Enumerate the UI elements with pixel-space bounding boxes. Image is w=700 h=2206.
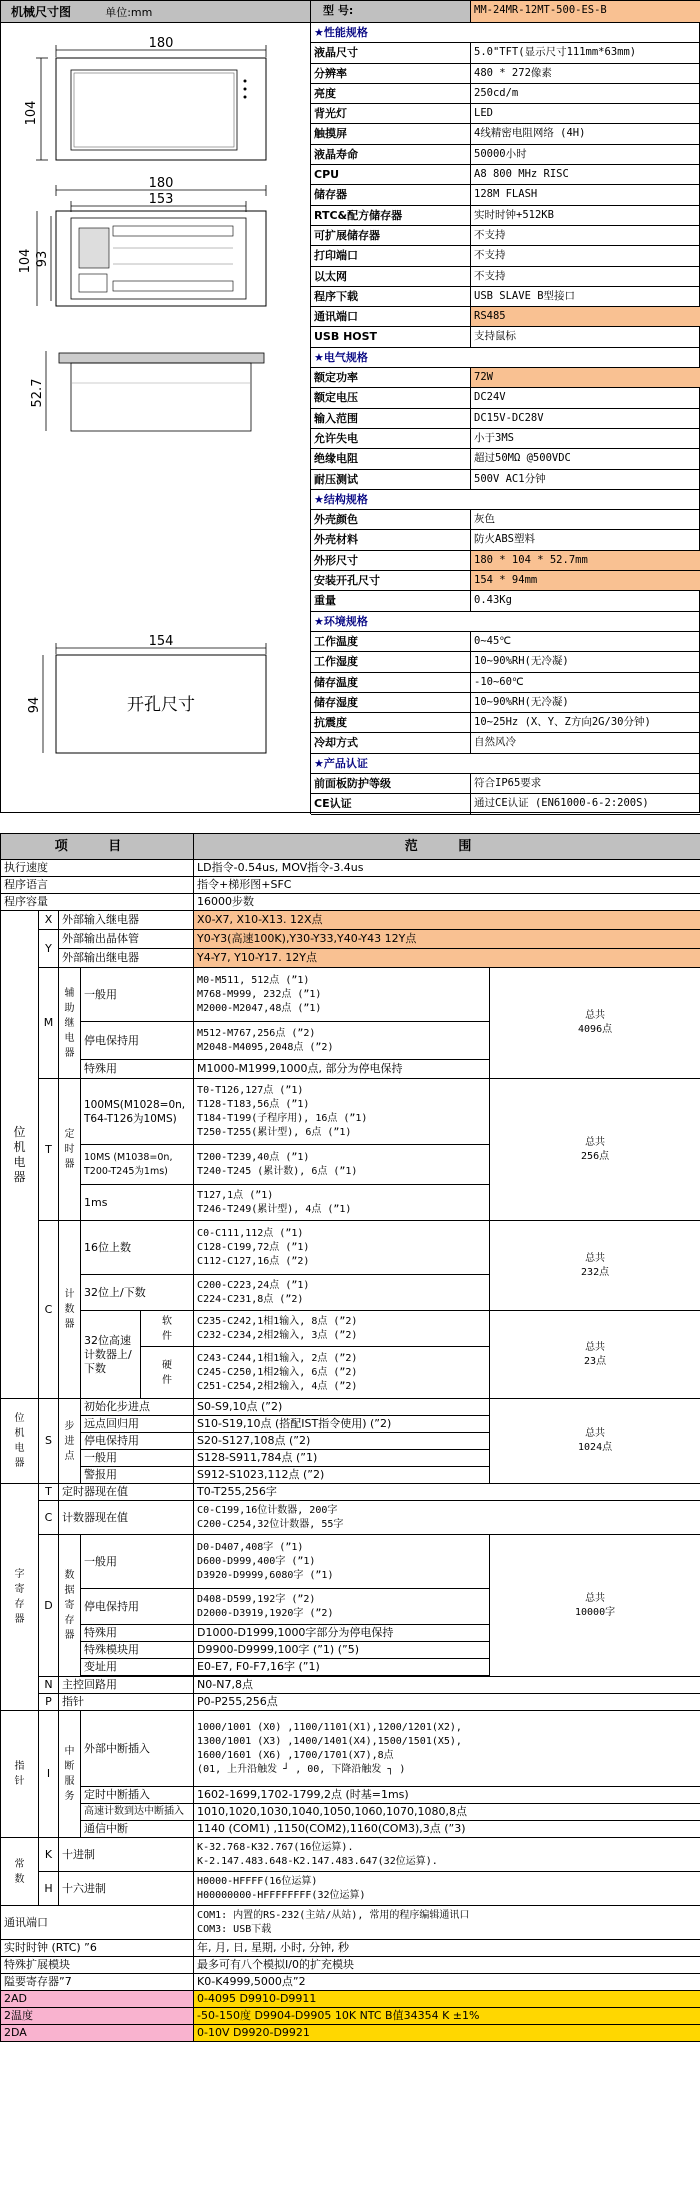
spec-key: ★产品认证 xyxy=(314,756,368,770)
spec-value: DC24V xyxy=(474,391,506,404)
front-width-label: 180 xyxy=(148,36,174,51)
spec-key: CPU xyxy=(311,165,471,184)
spec-value: RS485 xyxy=(471,307,700,326)
spec-row xyxy=(311,104,700,124)
t-10ms-desc: 10MS (M1038=0n, T200-T245为1ms) xyxy=(81,1145,194,1185)
spec-row xyxy=(311,693,700,713)
d-retentive-value: D408-D599,192字 (”2) D2000-D3919,1920字 (”2) xyxy=(194,1589,490,1625)
spec-key: 背光灯 xyxy=(311,104,471,123)
s-retentive-desc: 停电保持用 xyxy=(81,1433,194,1450)
spec-value: 不支持 xyxy=(474,228,506,241)
spec-key: 抗震度 xyxy=(311,713,471,732)
spec-row xyxy=(311,185,700,205)
spec-key: 通讯端口 xyxy=(311,307,471,326)
plc-table xyxy=(0,833,700,2206)
spec-row xyxy=(311,673,700,693)
spec-row xyxy=(311,591,700,611)
spec-key: 工作温度 xyxy=(311,632,471,651)
c-total-23: 总共 23点 xyxy=(490,1311,700,1399)
spec-row xyxy=(311,530,700,550)
spec-value: 10~90%RH(无冷凝) xyxy=(474,655,569,668)
spec-key: 绝缘电阻 xyxy=(311,449,471,468)
spec-key: RTC&配方储存器 xyxy=(311,206,471,225)
d-module-desc: 特殊模块用 xyxy=(81,1642,194,1659)
i-comm-desc: 通信中断 xyxy=(81,1821,194,1838)
latch-register-value: K0-K4999,5000点”2 xyxy=(194,1974,700,1991)
t-1ms-desc: 1ms xyxy=(81,1185,194,1221)
model-value: MM-24MR-12MT-500-ES-B xyxy=(471,1,700,22)
spec-row xyxy=(311,571,700,591)
drawing-panel xyxy=(1,1,311,814)
i-highspeed-desc: 高速计数到达中断插入 xyxy=(81,1804,194,1821)
da-value: 0-10V D9920-D9921 xyxy=(194,2025,700,2042)
d-label: D xyxy=(39,1535,59,1677)
s-retentive-value: S20-S127,108点 (”2) xyxy=(194,1433,490,1450)
s-alarm-value: S912-S1023,112点 (”2) xyxy=(194,1467,490,1484)
spec-value: 小于3MS xyxy=(474,431,514,444)
constant-label: 常 数 xyxy=(1,1838,39,1906)
m-total: 总共 4096点 xyxy=(490,968,700,1079)
back-inner-width-label: 153 xyxy=(148,192,174,207)
rtc-label: 实时时钟 (RTC) ”6 xyxy=(1,1940,194,1957)
m-general-value: M0-M511, 512点 (”1) M768-M999, 232点 (”1) M2000-M2047,48点 (”1) xyxy=(194,968,490,1022)
h-value: H0000-HFFFF(16位运算) H00000000-HFFFFFFFF(32位运算) xyxy=(194,1872,700,1906)
y-transistor-desc: 外部输出晶体管 xyxy=(59,930,194,949)
m-retentive-value: M512-M767,256点 (”2) M2048-M4095,2048点 (”2) xyxy=(194,1022,490,1060)
x-value: X0-X7, X10-X13. 12X点 xyxy=(194,911,700,930)
d-special-value: D1000-D1999,1000字部分为停电保持 xyxy=(194,1625,490,1642)
t-100ms-value: T0-T126,127点 (”1) T128-T183,56点 (”1) T184-T199(子程序用), 16点 (”1) T250-T255(累计型), 6点 (”1) xyxy=(194,1079,490,1145)
spec-value: 防火ABS塑料 xyxy=(474,533,535,546)
spec-value: 不支持 xyxy=(474,249,506,262)
m-special-desc: 特殊用 xyxy=(81,1060,194,1079)
spec-key: USB HOST xyxy=(311,327,471,346)
spec-key: 程序下载 xyxy=(311,287,471,306)
tw-desc: 定时器现在值 xyxy=(59,1484,194,1501)
p-value: P0-P255,256点 xyxy=(194,1694,700,1711)
comm-port-value: COM1: 内置的RS-232(主站/从站), 常用的程序编辑通讯口 COM3: USB下载 xyxy=(194,1906,700,1940)
spec-value: -10~60℃ xyxy=(474,675,524,688)
spec-key: 储存器 xyxy=(311,185,471,204)
spec-value: 128M FLASH xyxy=(474,188,538,201)
program-language-value: 指令+梯形图+SFC xyxy=(194,877,700,894)
front-view-drawing xyxy=(1,25,311,165)
rtc-value: 年, 月, 日, 星期, 小时, 分钟, 秒 xyxy=(194,1940,700,1957)
y-relay-desc: 外部输出继电器 xyxy=(59,949,194,968)
s-home-desc: 远点回归用 xyxy=(81,1416,194,1433)
spec-value: A8 800 MHz RISC xyxy=(474,168,569,181)
spec-value: 250cd/m xyxy=(474,86,519,99)
m-special-value: M1000-M1999,1000点, 部分为停电保持 xyxy=(194,1060,490,1079)
i-highspeed-value: 1010,1020,1030,1040,1050,1060,1070,1080,8点 xyxy=(194,1804,700,1821)
spec-key: 冷却方式 xyxy=(311,733,471,752)
c-software-label: 软 件 xyxy=(141,1311,194,1347)
drawing-header xyxy=(1,1,310,23)
n-value: N0-N7,8点 xyxy=(194,1677,700,1694)
i-external-desc: 外部中断插入 xyxy=(81,1711,194,1787)
t-100ms-desc: 100MS(M1028=0n, T64-T126为10MS) xyxy=(81,1079,194,1145)
model-row xyxy=(311,1,700,23)
spec-section-header xyxy=(311,23,700,43)
t-total: 总共 256点 xyxy=(490,1079,700,1221)
spec-value: 4线精密电阻网络 (4H) xyxy=(474,127,586,140)
spec-value: 0.43Kg xyxy=(474,594,512,607)
c-sub-label: 计 数 器 xyxy=(59,1221,81,1399)
t-sub-label: 定 时 器 xyxy=(59,1079,81,1221)
spec-value: 超过50MΩ @500VDC xyxy=(474,452,571,465)
temp-value: -50-150度 D9904-D9905 10K NTC B值34354 K ±1% xyxy=(194,2008,700,2025)
s-sub-label: 步 进 点 xyxy=(59,1399,81,1484)
c-software-value: C235-C242,1相1输入, 8点 (”2) C232-C234,2相2输入, 3点 (”2) xyxy=(194,1311,490,1347)
c-32bit-desc: 32位上/下数 xyxy=(81,1275,194,1311)
s-home-value: S10-S19,10点 (搭配IST指令使用) (”2) xyxy=(194,1416,490,1433)
s-general-value: S128-S911,784点 (”1) xyxy=(194,1450,490,1467)
spec-key: ★环境规格 xyxy=(314,614,368,628)
spec-row xyxy=(311,449,700,469)
latch-register-label: 隘要寄存器”7 xyxy=(1,1974,194,1991)
spec-value: 154 * 94mm xyxy=(471,571,700,590)
spec-value: 符合IP65要求 xyxy=(474,776,542,789)
spec-key: 工作湿度 xyxy=(311,652,471,671)
spec-value: USB SLAVE B型接口 xyxy=(474,289,576,302)
spec-row xyxy=(311,124,700,144)
n-desc: 主控回路用 xyxy=(59,1677,194,1694)
i-timer-desc: 定时中断插入 xyxy=(81,1787,194,1804)
spec-key: 储存温度 xyxy=(311,673,471,692)
spec-row xyxy=(311,733,700,753)
d-module-value: D9900-D9999,100字 (”1) (”5) xyxy=(194,1642,490,1659)
spec-key: 安装开孔尺寸 xyxy=(311,571,471,590)
spec-row xyxy=(311,206,700,226)
spec-row xyxy=(311,713,700,733)
front-height-label: 104 xyxy=(24,100,39,126)
c-label: C xyxy=(39,1221,59,1399)
da-label: 2DA xyxy=(1,2025,194,2042)
y-relay-value: Y4-Y7, Y10-Y17. 12Y点 xyxy=(194,949,700,968)
spec-key: 外壳材料 xyxy=(311,530,471,549)
spec-value: 通过CE认证 (EN61000-6-2:200S) xyxy=(474,797,649,810)
spec-value: 支持鼠标 xyxy=(474,330,516,343)
spec-row xyxy=(311,388,700,408)
ad-label: 2AD xyxy=(1,1991,194,2008)
cw-label: C xyxy=(39,1501,59,1535)
cutout-height-label: 94 xyxy=(27,696,42,714)
m-retentive-desc: 停电保持用 xyxy=(81,1022,194,1060)
drawing-title: 机械尺寸图 xyxy=(11,5,72,19)
tw-value: T0-T255,256字 xyxy=(194,1484,700,1501)
spec-value: 50000小时 xyxy=(474,147,527,160)
s-alarm-desc: 警报用 xyxy=(81,1467,194,1484)
spec-key: 重量 xyxy=(311,591,471,610)
spec-key: ★结构规格 xyxy=(314,492,368,506)
spec-section-header xyxy=(311,490,700,510)
y-label: Y xyxy=(39,930,59,968)
spec-value: 5.0"TFT(显示尺寸111mm*63mm) xyxy=(474,46,637,59)
header-range: 范 围 xyxy=(194,834,700,860)
cutout-width-label: 154 xyxy=(148,634,174,649)
spec-value: 灰色 xyxy=(474,513,495,526)
c-16bit-value: C0-C111,112点 (”1) C128-C199,72点 (”1) C112-C127,16点 (”2) xyxy=(194,1221,490,1275)
k-desc: 十进制 xyxy=(59,1838,194,1872)
spec-value: 10~90%RH(无冷凝) xyxy=(474,695,569,708)
spec-row xyxy=(311,287,700,307)
spec-key: 液晶尺寸 xyxy=(311,43,471,62)
spec-key: 以太网 xyxy=(311,267,471,286)
h-desc: 十六进制 xyxy=(59,1872,194,1906)
back-outer-width-label: 180 xyxy=(148,176,174,191)
spec-row xyxy=(311,429,700,449)
i-label: I xyxy=(39,1711,59,1838)
c-16bit-desc: 16位上数 xyxy=(81,1221,194,1275)
exec-speed-value: LD指令-0.54us, MOV指令-3.4us xyxy=(194,860,700,877)
d-general-value: D0-D407,408字 (”1) D600-D999,400字 (”1) D3920-D9999,6080字 (”1) xyxy=(194,1535,490,1589)
spec-row xyxy=(311,652,700,672)
bit-device-label-2: 位 机 电 器 xyxy=(1,1399,39,1484)
spec-value: 480 * 272像素 xyxy=(474,66,552,79)
spec-row xyxy=(311,551,700,571)
d-general-desc: 一般用 xyxy=(81,1535,194,1589)
header-item: 项 目 xyxy=(1,834,194,860)
s-init-value: S0-S9,10点 (”2) xyxy=(194,1399,490,1416)
i-timer-value: 1602-1699,1702-1799,2点 (时基=1ms) xyxy=(194,1787,700,1804)
spec-row xyxy=(311,327,700,347)
program-capacity-label: 程序容量 xyxy=(1,894,194,911)
d-special-desc: 特殊用 xyxy=(81,1625,194,1642)
spec-key: 外形尺寸 xyxy=(311,551,471,570)
spec-row xyxy=(311,267,700,287)
ad-value: 0-4095 D9910-D9911 xyxy=(194,1991,700,2008)
d-index-desc: 变址用 xyxy=(81,1659,194,1676)
bit-device-label: 位 机 电 器 xyxy=(1,911,39,1399)
ext-module-value: 最多可有八个模拟I/0的扩充模块 xyxy=(194,1957,700,1974)
spec-row xyxy=(311,510,700,530)
p-label: P xyxy=(39,1694,59,1711)
h-label: H xyxy=(39,1872,59,1906)
spec-row xyxy=(311,470,700,490)
spec-value: 72W xyxy=(471,368,700,387)
d-index-value: E0-E7, F0-F7,16字 (”1) xyxy=(194,1659,490,1676)
spec-value: 自然风冷 xyxy=(474,736,516,749)
m-sub-label: 辅 助 继 电 器 xyxy=(59,968,81,1079)
cutout-label: 开孔尺寸 xyxy=(127,695,195,715)
spec-key: 输入范围 xyxy=(311,409,471,428)
ext-module-label: 特殊扩展模块 xyxy=(1,1957,194,1974)
d-sub-label: 数 据 寄 存 器 xyxy=(59,1535,81,1677)
spec-key: 耐压测试 xyxy=(311,470,471,489)
spec-key: ★性能规格 xyxy=(314,26,368,39)
spec-key: 额定电压 xyxy=(311,388,471,407)
i-comm-value: 1140 (COM1) ,1150(COM2),1160(COM3),3点 (”3) xyxy=(194,1821,700,1838)
spec-table xyxy=(311,1,700,815)
spec-key: ★电气规格 xyxy=(314,350,368,364)
spec-row xyxy=(311,84,700,104)
spec-value: 500V AC1分钟 xyxy=(474,472,546,485)
spec-key: CE认证 xyxy=(311,794,471,813)
spec-value: LED xyxy=(474,107,493,120)
c-highspeed-desc: 32位高速计数器上/下数 xyxy=(81,1311,141,1399)
d-retentive-desc: 停电保持用 xyxy=(81,1589,194,1625)
spec-row xyxy=(311,307,700,327)
c-total-232: 总共 232点 xyxy=(490,1221,700,1311)
spec-key: 外壳颜色 xyxy=(311,510,471,529)
spec-key: 触摸屏 xyxy=(311,124,471,143)
back-view-drawing xyxy=(1,176,311,326)
spec-key: 液晶寿命 xyxy=(311,145,471,164)
word-register-label: 字 寄 存 器 xyxy=(1,1484,39,1711)
spec-row xyxy=(311,226,700,246)
p-desc: 指针 xyxy=(59,1694,194,1711)
drawing-unit: 单位:mm xyxy=(105,6,153,19)
spec-section-header xyxy=(311,612,700,632)
program-capacity-value: 16000步数 xyxy=(194,894,700,911)
spec-row xyxy=(311,409,700,429)
d-total: 总共 10000字 xyxy=(490,1535,700,1677)
k-label: K xyxy=(39,1838,59,1872)
spec-value: DC15V-DC28V xyxy=(474,411,544,424)
cw-desc: 计数器现在值 xyxy=(59,1501,194,1535)
s-init-desc: 初始化步进点 xyxy=(81,1399,194,1416)
back-inner-height-label: 93 xyxy=(35,250,50,268)
spec-key: 允许失电 xyxy=(311,429,471,448)
spec-key: 储存湿度 xyxy=(311,693,471,712)
spec-value: 0~45℃ xyxy=(474,634,512,647)
spec-row xyxy=(311,165,700,185)
spec-sheet xyxy=(0,0,700,813)
spec-row xyxy=(311,794,700,814)
c-32bit-value: C200-C223,24点 (”1) C224-C231,8点 (”2) xyxy=(194,1275,490,1311)
x-label: X xyxy=(39,911,59,930)
spec-row xyxy=(311,632,700,652)
program-language-label: 程序语言 xyxy=(1,877,194,894)
side-depth-label: 52.7 xyxy=(30,378,45,408)
spec-section-header xyxy=(311,754,700,774)
c-hardware-label: 硬 件 xyxy=(141,1347,194,1399)
spec-row xyxy=(311,774,700,794)
spec-section-header xyxy=(311,348,700,368)
spec-row xyxy=(311,43,700,63)
s-total: 总共 1024点 xyxy=(490,1399,700,1484)
exec-speed-label: 执行速度 xyxy=(1,860,194,877)
spec-value: 180 * 104 * 52.7mm xyxy=(471,551,700,570)
spec-key: 可扩展储存器 xyxy=(311,226,471,245)
i-sub-label: 中 断 服 务 xyxy=(59,1711,81,1838)
cw-value: C0-C199,16位计数器, 200字 C200-C254,32位计数器, 55字 xyxy=(194,1501,700,1535)
spec-key: 打印端口 xyxy=(311,246,471,265)
t-10ms-value: T200-T239,40点 (”1) T240-T245 (累计数), 6点 (”1) xyxy=(194,1145,490,1185)
spec-value: 10~25Hz (X、Y、Z方向2G/30分钟) xyxy=(474,716,651,729)
side-view-drawing xyxy=(1,341,311,451)
i-external-value: 1000/1001 (X0) ,1100/1101(X1),1200/1201(X2), 1300/1001 (X3) ,1400/1401(X4),1500/1501(X5), 1600/1601 (X6) ,1700/1701(X7),8点 (01, 上升沿触发 ┘ , 00, 下降沿触发 ┐ ) xyxy=(194,1711,700,1787)
spec-key: 额定功率 xyxy=(311,368,471,387)
s-label: S xyxy=(39,1399,59,1484)
n-label: N xyxy=(39,1677,59,1694)
t-1ms-value: T127,1点 (”1) T246-T249(累计型), 4点 (”1) xyxy=(194,1185,490,1221)
cutout-drawing xyxy=(1,633,311,763)
spec-row xyxy=(311,368,700,388)
s-general-desc: 一般用 xyxy=(81,1450,194,1467)
model-label: 型 号: xyxy=(311,1,471,22)
k-value: K-32.768-K32.767(16位运算). K-2.147.483.648-K2.147.483.647(32位运算). xyxy=(194,1838,700,1872)
spec-row xyxy=(311,145,700,165)
m-label: M xyxy=(39,968,59,1079)
c-hardware-value: C243-C244,1相1输入, 2点 (”2) C245-C250,1相2输入, 6点 (”2) C251-C254,2相2输入, 4点 (”2) xyxy=(194,1347,490,1399)
back-outer-height-label: 104 xyxy=(18,248,33,274)
spec-key: 前面板防护等级 xyxy=(311,774,471,793)
tw-label: T xyxy=(39,1484,59,1501)
spec-row xyxy=(311,246,700,266)
y-transistor-value: Y0-Y3(高速100K),Y30-Y33,Y40-Y43 12Y点 xyxy=(194,930,700,949)
comm-port-label: 通讯端口 xyxy=(1,1906,194,1940)
spec-key: 分辨率 xyxy=(311,64,471,83)
t-label: T xyxy=(39,1079,59,1221)
m-general-desc: 一般用 xyxy=(81,968,194,1022)
spec-key: 亮度 xyxy=(311,84,471,103)
temp-label: 2温度 xyxy=(1,2008,194,2025)
x-desc: 外部输入继电器 xyxy=(59,911,194,930)
spec-value: 不支持 xyxy=(474,269,506,282)
spec-value: 实时时钟+512KB xyxy=(474,208,554,221)
pointer-label: 指 针 xyxy=(1,1711,39,1838)
spec-row xyxy=(311,64,700,84)
